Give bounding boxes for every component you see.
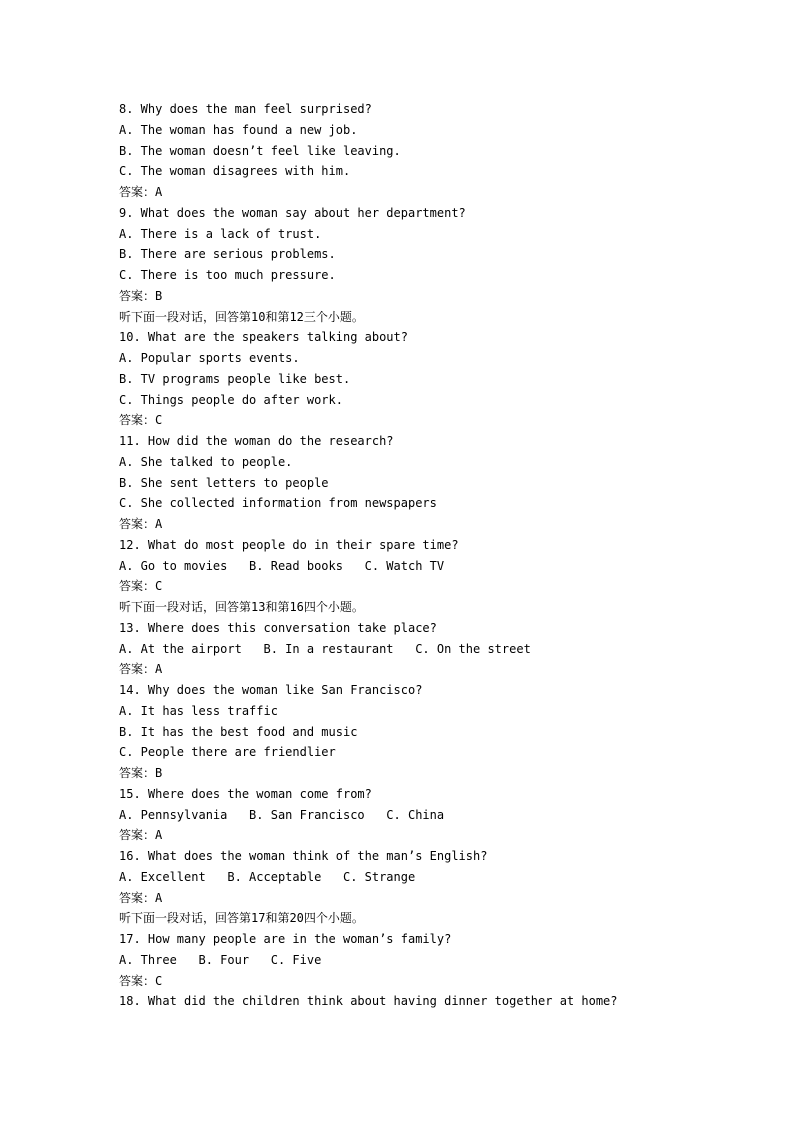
answer-10: 答案：C [119,413,163,428]
question-17: 17. How many people are in the woman’s family? [119,932,452,946]
section-instruction: 听下面一段对话，回答第10和第12三个小题。 [119,309,364,324]
options-16: A. Excellent B. Acceptable C. Strange [119,869,416,884]
options-13: A. At the airport B. In a restaurant C. On the street [119,641,531,656]
option-8b: B. The woman doesn’t feel like leaving. [119,143,401,158]
option-10c: C. Things people do after work. [119,392,343,407]
question-13: 13. Where does this conversation take place? [119,620,437,635]
answer-11: 答案：A [119,517,163,531]
question-15: 15. Where does the woman come from? [119,786,372,801]
section-instruction: 听下面一段对话，回答第17和第20四个小题。 [119,911,364,926]
option-8c: C. The woman disagrees with him. [119,164,351,179]
question-18: 18. What did the children think about having dinner together at home? [119,994,618,1009]
option-14b: B. It has the best food and music [119,724,358,739]
option-10a: A. Popular sports events. [119,351,300,365]
answer-15: 答案：A [119,828,163,843]
option-14c: C. People there are friendlier [119,745,336,760]
question-11: 11. How did the woman do the research? [119,434,394,448]
options-17: A. Three B. Four C. Five [119,952,322,967]
answer-8: 答案：A [119,185,163,199]
question-14: 14. Why does the woman like San Francisco? [119,683,423,697]
option-9b: B. There are serious problems. [119,247,336,262]
question-10: 10. What are the speakers talking about? [119,330,408,345]
option-11c: C. She collected information from newspapers [119,496,437,511]
question-9: 9. What does the woman say about her department? [119,205,466,220]
option-9a: A. There is a lack of trust. [119,226,322,241]
answer-9: 答案：B [119,288,163,303]
answer-16: 答案：A [119,890,163,905]
option-10b: B. TV programs people like best. [119,371,351,386]
answer-17: 答案：C [119,973,163,988]
option-11b: B. She sent letters to people [119,475,329,490]
option-8a: A. The woman has found a new job. [119,122,358,137]
question-16: 16. What does the woman think of the man’s English? [119,849,488,863]
options-12: A. Go to movies B. Read books C. Watch TV [119,558,445,573]
options-15: A. Pennsylvania B. San Francisco C. China [119,807,445,822]
document-body [119,99,719,1012]
question-12: 12. What do most people do in their spare time? [119,537,459,552]
option-9c: C. There is too much pressure. [119,268,336,282]
answer-14: 答案：B [119,766,163,780]
option-11a: A. She talked to people. [119,454,293,469]
question-8: 8. Why does the man feel surprised? [119,102,372,116]
option-14a: A. It has less traffic [119,703,278,718]
answer-12: 答案：C [119,579,163,594]
section-instruction: 听下面一段对话，回答第13和第16四个小题。 [119,600,364,614]
answer-13: 答案：A [119,662,163,677]
